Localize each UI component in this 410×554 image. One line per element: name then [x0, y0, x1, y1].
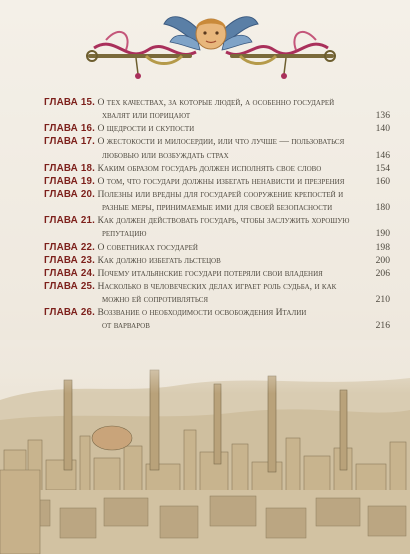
- chapter-title: Как должно избегать льстецов: [97, 254, 221, 266]
- page-number[interactable]: 140: [375, 123, 390, 135]
- chapter-label: ГЛАВА 17.: [44, 136, 96, 148]
- toc-line: [44, 306, 390, 319]
- chapter-title: репутацию: [102, 228, 147, 240]
- toc-entry: [44, 162, 390, 175]
- toc-line: [44, 254, 390, 267]
- chapter-title: Почему итальянские государи потеряли свои владения: [97, 267, 323, 279]
- toc-line: [44, 149, 390, 162]
- chapter-label: ГЛАВА 20.: [44, 188, 96, 200]
- chapter-label: ГЛАВА 16.: [44, 123, 96, 135]
- page-number[interactable]: 146: [375, 149, 390, 161]
- toc-line: [44, 135, 390, 148]
- toc-line: [44, 227, 390, 240]
- chapter-label: ГЛАВА 15.: [44, 97, 96, 108]
- toc-line: [44, 175, 390, 188]
- toc-line: [44, 214, 390, 227]
- chapter-title: от варваров: [102, 320, 150, 332]
- chapter-label: ГЛАВА 24.: [44, 267, 96, 279]
- toc-entry: [44, 175, 390, 188]
- page-number[interactable]: 216: [375, 320, 390, 332]
- chapter-title: Полезны или вредны для государей сооружение крепостей и: [97, 188, 344, 200]
- chapter-title: О том, что государи должны избегать ненависти и презрения: [97, 175, 345, 187]
- toc-entry: [44, 96, 390, 122]
- chapter-title: Насколько в человеческих делах играет роль судьба, и как: [97, 280, 337, 292]
- toc-line: [44, 201, 390, 214]
- page-number[interactable]: 206: [375, 267, 390, 279]
- page-number[interactable]: 200: [375, 254, 390, 266]
- toc-entry: [44, 241, 390, 254]
- chapter-label: ГЛАВА 19.: [44, 175, 96, 187]
- page-number[interactable]: 198: [375, 241, 390, 253]
- chapter-title: можно ей сопротивляться: [102, 294, 209, 306]
- toc-entry: [44, 188, 390, 214]
- city-panorama-icon: [0, 340, 410, 554]
- toc-line: [44, 267, 390, 280]
- chapter-title: О тех качествах, за которые людей, а особенно государей: [97, 97, 335, 108]
- toc-entry: [44, 267, 390, 280]
- chapter-label: ГЛАВА 25.: [44, 280, 96, 292]
- toc-line: [44, 188, 390, 201]
- page-number[interactable]: 136: [375, 110, 390, 122]
- chapter-title: хвалят или порицают: [102, 110, 191, 122]
- toc-line: [44, 319, 390, 332]
- toc-entry: [44, 280, 390, 306]
- chapter-title: Как должен действовать государь, чтобы заслужить хорошую: [97, 215, 350, 227]
- table-of-contents: [44, 96, 390, 333]
- toc-line: [44, 280, 390, 293]
- toc-line: [44, 293, 390, 306]
- page-number[interactable]: 210: [375, 294, 390, 306]
- toc-line: [44, 122, 390, 135]
- chapter-title: О щедрости и скупости: [97, 123, 195, 135]
- toc-entry: [44, 122, 390, 135]
- chapter-title: Каким образом государь должен исполнять свое слово: [97, 162, 322, 174]
- chapter-label: ГЛАВА 26.: [44, 307, 96, 319]
- page-number[interactable]: 180: [375, 202, 390, 214]
- chapter-label: ГЛАВА 18.: [44, 162, 96, 174]
- chapter-title: Воззвание о необходимости освобождения Италии: [97, 307, 307, 319]
- chapter-label: ГЛАВА 22.: [44, 241, 96, 253]
- toc-entry: [44, 135, 390, 161]
- page-number[interactable]: 160: [375, 175, 390, 187]
- toc-line: [44, 241, 390, 254]
- page-number[interactable]: 154: [375, 162, 390, 174]
- toc-entry: [44, 254, 390, 267]
- toc-entry: [44, 306, 390, 332]
- chapter-title: любовью или возбуждать страх: [102, 149, 229, 161]
- chapter-title: О советниках государей: [97, 241, 198, 253]
- page-number[interactable]: 190: [375, 228, 390, 240]
- toc-line: [44, 96, 390, 109]
- toc-line: [44, 109, 390, 122]
- toc-line: [44, 162, 390, 175]
- chapter-title: О жестокости и милосердии, или что лучше — пользоваться: [97, 136, 345, 148]
- toc-entry: [44, 214, 390, 240]
- cherub-ornament-icon: [86, 4, 336, 86]
- chapter-label: ГЛАВА 21.: [44, 215, 96, 227]
- chapter-label: ГЛАВА 23.: [44, 254, 96, 266]
- chapter-title: разные меры, принимаемые ими для своей безопасности: [102, 202, 333, 214]
